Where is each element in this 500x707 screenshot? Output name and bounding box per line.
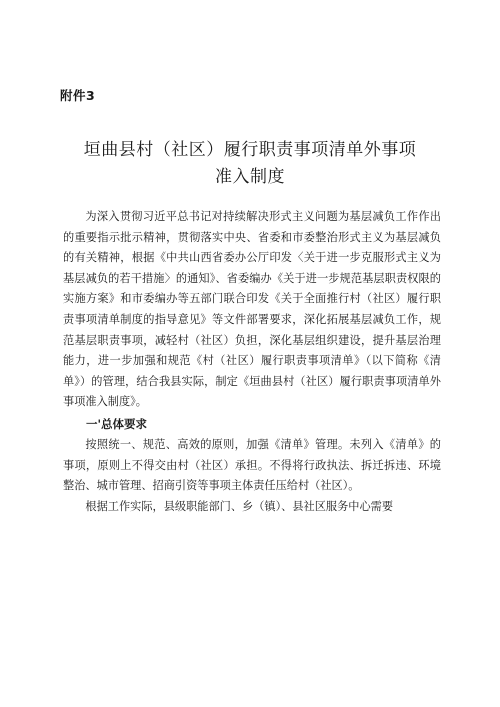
section-heading-general-requirements: 一'总体要求 — [86, 416, 148, 431]
attachment-label: 附件3 — [60, 88, 96, 103]
body-paragraph: 根据工作实际，县级职能部门、乡（镇）、县社区服务中心需要 — [85, 499, 394, 513]
document-body — [63, 207, 441, 517]
intro-paragraph: 为深入贯彻习近平总书记对持续解决形式主义问题为基层减负工作作出的重要指示批示精神，贯彻落实中央、省委和市委整治形式主义为基层减负的有关精神，根据《中共山西省委办公厅印发〈关于进一步克服形式主义为基层减负的若干措施〉的通知》、省委编办《关于进一步规范基层职责权限的实施方案》和市委编办等五部门联合印发《关于全面推行村（社区）履行职责事项清单制度的指导意见》等文件部署要求，深化拓展基层减负工作，规范基层职责事项，减轻村（社区）负担，深化基层组织建设，提升基层治理能力，进一步加强和规范《村（社区）履行职责事项清单》（以下简称《清单》）的管理，结合我县实际，制定《垣曲县村（社区）履行职责事项清单外事项准入制度》。 — [63, 210, 441, 409]
document-title-line-1: 垣曲县村（社区）履行职责事项清单外事项 — [83, 140, 417, 160]
document-title-line-2: 准入制度 — [215, 167, 285, 187]
body-paragraph: 按照统一、规范、高效的原则，加强《清单》管理。未列入《清单》的事项，原则上不得交由村（社区）承担。不得将行政执法、拆迁拆违、环境整治、城市管理、招商引资等事项主体责任压给村（社区）。 — [63, 437, 441, 493]
